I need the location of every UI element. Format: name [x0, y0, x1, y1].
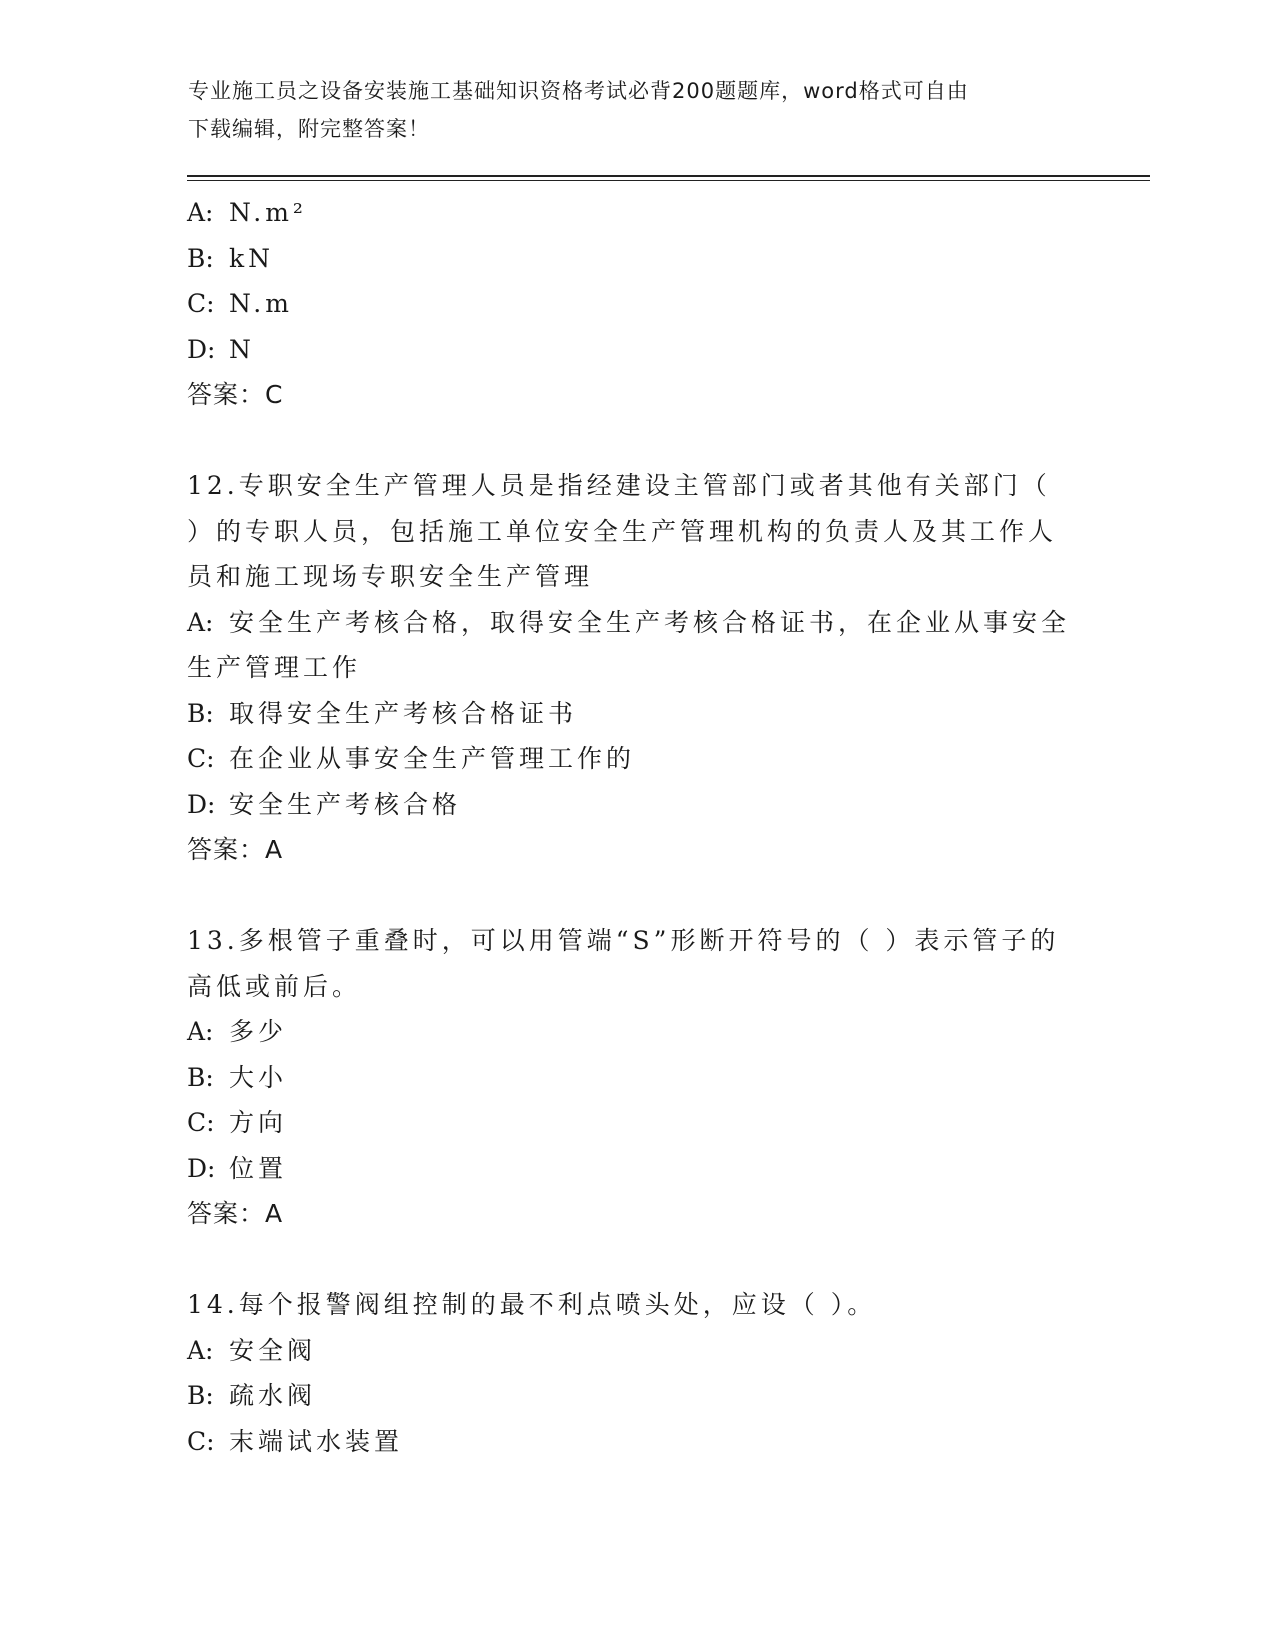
answer: 答案：C — [187, 380, 284, 409]
spacer — [187, 873, 1087, 919]
option-label: D: — [187, 334, 216, 364]
option-label: C: — [187, 744, 215, 773]
option-label: C: — [187, 289, 215, 318]
option-label: B: — [187, 1381, 214, 1410]
option-label: D: — [187, 789, 216, 819]
header-rule-thin — [187, 180, 1150, 181]
option-text: 疏水阀 — [229, 1381, 317, 1410]
question-11 — [187, 190, 1087, 418]
option-label: A: — [187, 1017, 214, 1046]
option-text: 取得安全生产考核合格证书 — [229, 698, 578, 728]
option-label: B: — [187, 1062, 214, 1092]
option-label: A: — [187, 198, 214, 227]
option-text: 安全生产考核合格，取得安全生产考核合格证书，在企业从事安全 — [229, 607, 1071, 637]
option-text: 方向 — [229, 1108, 288, 1137]
spacer — [187, 1237, 1087, 1283]
answer: 答案：A — [187, 835, 284, 864]
option-label: C: — [187, 1108, 215, 1137]
option-text: N — [229, 334, 255, 364]
question-stem-line: 13.多根管子重叠时，可以用管端“S”形断开符号的（ ）表示管子的 — [187, 926, 1060, 955]
option-text: 安全生产考核合格 — [229, 789, 462, 819]
option-text: 安全阀 — [229, 1335, 317, 1365]
option-d — [187, 327, 1087, 373]
option-label: A: — [187, 1335, 214, 1365]
question-stem-line: 12.专职安全生产管理人员是指经建设主管部门或者其他有关部门（ — [187, 471, 1051, 500]
option-text: N.m² — [229, 198, 307, 227]
option-text: 大小 — [229, 1062, 288, 1092]
answer: 答案：A — [187, 1199, 284, 1228]
document-header — [188, 72, 1068, 148]
option-label: C: — [187, 1426, 215, 1456]
question-stem-line: 14.每个报警阀组控制的最不利点喷头处，应设（ ）。 — [187, 1290, 877, 1319]
question-13 — [187, 918, 1087, 1237]
option-b — [187, 1373, 1087, 1419]
option-c — [187, 281, 1087, 327]
option-text: 位置 — [229, 1153, 288, 1183]
option-b — [187, 691, 1087, 737]
option-text: kN — [229, 243, 275, 273]
option-a — [187, 190, 1087, 236]
option-a — [187, 1328, 1087, 1374]
option-text: 在企业从事安全生产管理工作的 — [229, 744, 636, 773]
header-line-1: 专业施工员之设备安装施工基础知识资格考试必背200题题库，word格式可自由 — [188, 79, 969, 103]
option-b — [187, 236, 1087, 282]
question-stem-line: 高低或前后。 — [187, 971, 362, 1001]
option-c — [187, 1419, 1087, 1465]
option-a-continued: 生产管理工作 — [187, 653, 362, 682]
option-text: N.m — [229, 289, 293, 318]
option-label: B: — [187, 698, 214, 728]
option-b — [187, 1055, 1087, 1101]
option-label: A: — [187, 607, 214, 637]
option-text: 末端试水装置 — [229, 1426, 404, 1456]
option-a — [187, 600, 1087, 646]
question-stem-line: ）的专职人员，包括施工单位安全生产管理机构的负责人及其工作人 — [187, 516, 1058, 546]
header-line-2: 下载编辑，附完整答案！ — [188, 117, 430, 141]
option-label: D: — [187, 1153, 216, 1183]
question-14 — [187, 1282, 1087, 1464]
question-12 — [187, 463, 1087, 873]
option-label: B: — [187, 243, 214, 273]
option-c — [187, 1100, 1087, 1146]
option-c — [187, 736, 1087, 782]
spacer — [187, 418, 1087, 464]
header-rule — [187, 175, 1150, 177]
option-d — [187, 1146, 1087, 1192]
question-list — [187, 190, 1087, 1464]
option-a — [187, 1009, 1087, 1055]
question-stem-line: 员和施工现场专职安全生产管理 — [187, 562, 594, 591]
option-d — [187, 782, 1087, 828]
option-text: 多少 — [229, 1017, 288, 1046]
